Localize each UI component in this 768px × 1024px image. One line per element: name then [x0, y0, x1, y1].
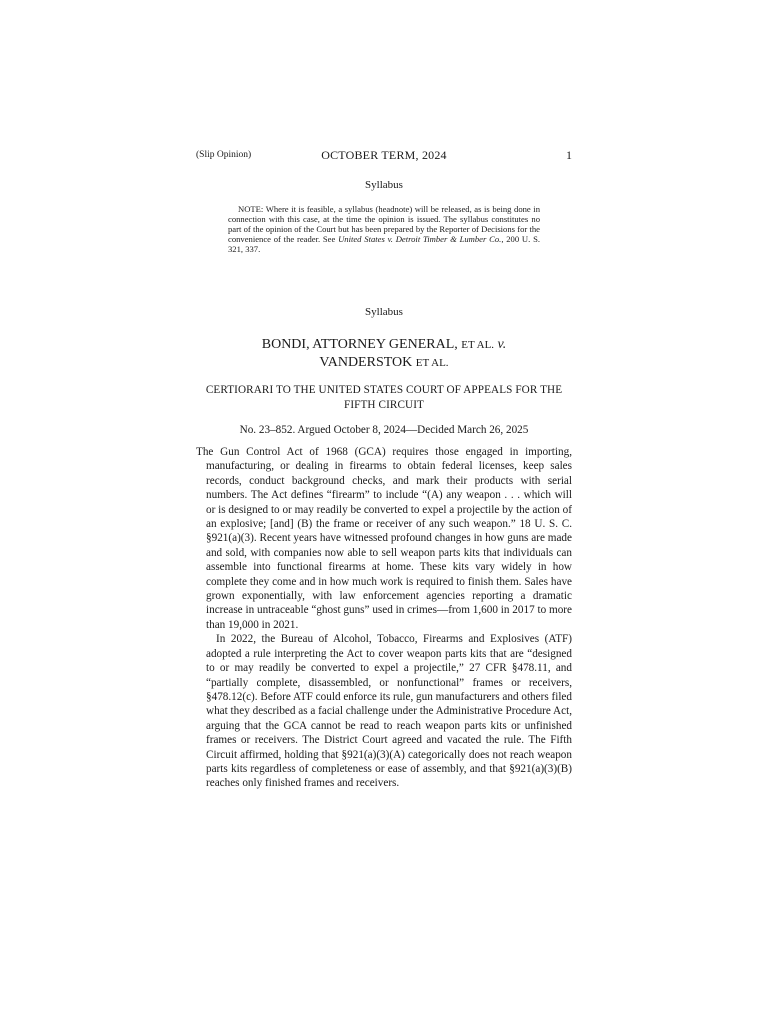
syllabus-body: [196, 445, 572, 791]
term-label: OCTOBER TERM, 2024: [321, 148, 447, 162]
page-number: 1: [566, 148, 572, 162]
syllabus-heading-top: Syllabus: [365, 179, 403, 191]
respondent-name: VANDERSTOK: [319, 355, 413, 370]
petitioner-suffix: ET AL.: [461, 339, 495, 351]
note-cited-case: United States v. Detroit Timber & Lumber Co.: [338, 234, 502, 244]
note-text: NOTE: Where it is feasible, a syllabus (headnote) will be released, as is being done in connection with this case, at the time the opinion is issued. The syllabus constitutes no part of the opinion of the Court but has been prepared by the Reporter of Decisions for the convenience of the reader. See: [228, 204, 540, 244]
certiorari-line: CERTIORARI TO THE UNITED STATES COURT OF APPEALS FOR THE FIFTH CIRCUIT: [205, 384, 563, 411]
reporter-note: [228, 204, 540, 254]
syllabus-heading: Syllabus: [365, 306, 403, 318]
syllabus-paragraph: The Gun Control Act of 1968 (GCA) requires those engaged in importing, manufacturing, or dealing in firearms to obtain federal licenses, keep sales records, conduct background checks, and mark their products with serial numbers. The Act defines “firearm” to include “(A) any weapon . . . which will or is designed to or may readily be converted to expel a projectile by the action of an explosive; [and] (B) the frame or receiver of any such weapon.” 18 U. S. C. §921(a)(3). Recent years have witnessed profound changes in how guns are made and sold, with companies now able to sell weapon parts kits that individuals can assemble into functional firearms at home. These kits vary widely in how complete they come and in how much work is required to finish them. Sales have grown exponentially, with law enforcement agencies reporting a dramatic increase in untraceable “ghost guns” used in crimes—from 1,600 in 2017 to more than 19,000 in 2021.: [196, 446, 572, 631]
petitioner-name: BONDI, ATTORNEY GENERAL,: [261, 337, 458, 352]
note-citation: , 200 U. S. 321, 337.: [228, 234, 540, 254]
case-title: [196, 336, 572, 372]
slip-opinion-label: (Slip Opinion): [196, 150, 252, 160]
page-header: [196, 148, 572, 164]
docket-line: No. 23–852. Argued October 8, 2024—Decided March 26, 2025: [239, 424, 529, 436]
versus-label: v.: [497, 337, 507, 352]
respondent-suffix: ET AL.: [415, 357, 449, 369]
syllabus-paragraph: In 2022, the Bureau of Alcohol, Tobacco, Firearms and Explosives (ATF) adopted a rule interpreting the Act to cover weapon parts kits that are “designed to or may readily be converted to expel a projectile,” 27 CFR §478.11, and “partially complete, disassembled, or nonfunctional” frames or receivers, §478.12(c). Before ATF could enforce its rule, gun manufacturers and others filed what they described as a facial challenge under the Administrative Procedure Act, arguing that the GCA cannot be read to reach weapon parts kits or unfinished frames or receivers. The District Court agreed and vacated the rule. The Fifth Circuit affirmed, holding that §921(a)(3)(A) categorically does not reach weapon parts kits regardless of completeness or ease of assembly, and that §921(a)(3)(B) reaches only finished frames and receivers.: [206, 633, 572, 790]
